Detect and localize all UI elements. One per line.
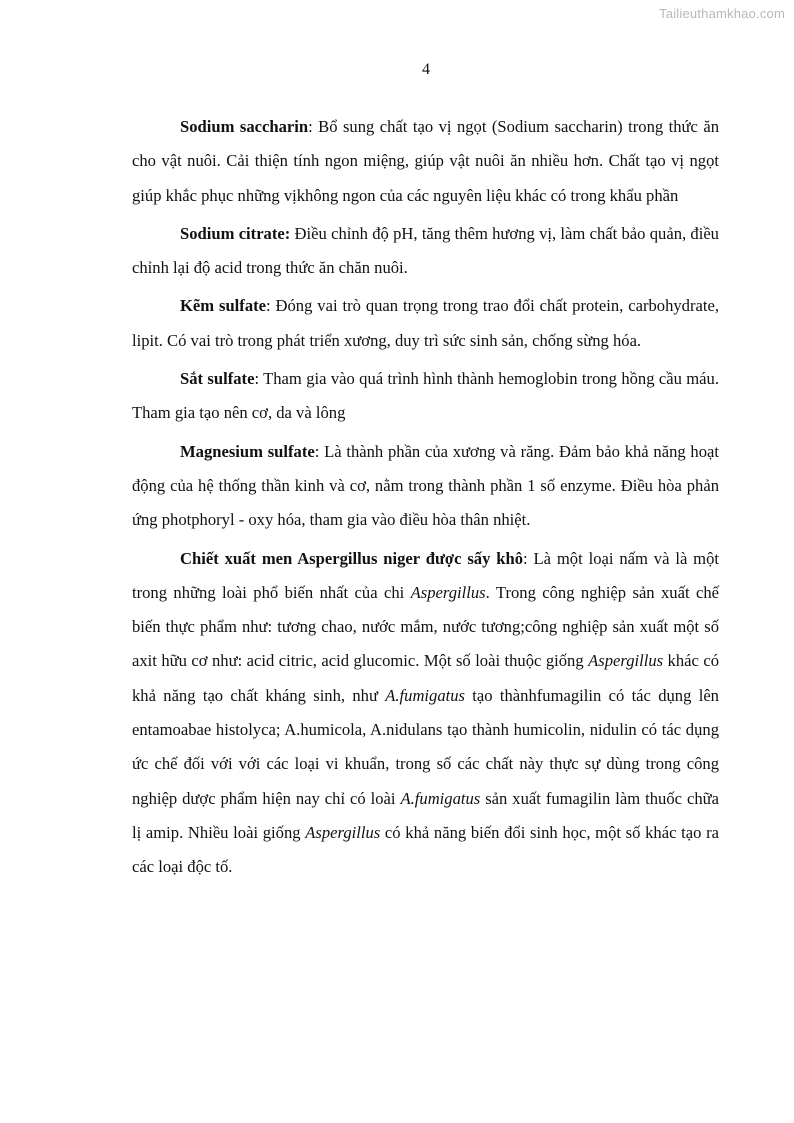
watermark: Tailieuthamkhao.com [659,6,785,21]
species-name: A.fumigatus [400,788,481,808]
species-name: Aspergillus [305,822,381,842]
term-heading: Sodium saccharin [180,117,309,136]
paragraph-text: tạo thànhfumagilin có tác dụng lên entamoabae histolyca; A.humicola, A.nidulans tạo thành humicolin, nidulin có tác dụng ức chế đối với với các loại vi khuẩn, trong số các chất này thực sự dùng trong công nghiệp dược phẩm hiện nay chỉ có loài [132,685,719,808]
paragraph-sodium-saccharin [132,110,719,213]
term-heading: Chiết xuất men Aspergillus niger được sấy khô [180,548,524,568]
term-heading: Sodium citrate: [180,223,291,243]
paragraph-text: có khả năng biến đổi sinh học, một số khác tạo ra các loại độc tố. [132,822,719,877]
paragraph-magnesium-sulfate [132,435,719,538]
paragraph-text: khác có khả năng tạo chất kháng sinh, như [132,651,719,705]
paragraph-text: : Là thành phần của xương và răng. Đảm bảo khả năng hoạt động của hệ thống thần kinh và cơ, nằm trong thành phần 1 số enzyme. Điều hòa phản ứng photphoryl - oxy hóa, tham gia vào điều hòa thân nhiệt. [132,441,719,530]
species-name: Aspergillus [410,582,486,602]
page-number: 4 [422,61,430,78]
term-heading: Sắt sulfate [180,369,255,389]
paragraph-text: Điều chỉnh độ pH, tăng thêm hương vị, làm chất bảo quản, điều chỉnh lại độ acid trong thức ăn chăn nuôi. [132,223,719,278]
paragraph-text: : Bổ sung chất tạo vị ngọt (Sodium saccharin) trong thức ăn cho vật nuôi. Cải thiện tính ngon miệng, giúp vật nuôi ăn nhiều hơn. Chất tạo vị ngọt giúp khắc phục những vịkhông ngon của các nguyên liệu khác có trong khẩu phần [132,117,719,205]
paragraph-text: : Đóng vai trò quan trọng trong trao đổi chất protein, carbohydrate, lipit. Có vai trò trong phát triển xương, duy trì sức sinh sản, chống sừng hóa. [132,296,719,350]
paragraph-text: : Là một loại nấm và là một trong những loài phổ biến nhất của chi [132,548,719,602]
paragraph-text: sản xuất fumagilin làm thuốc chữa lị amip. Nhiều loài giống [132,788,719,842]
paragraph-zinc-sulfate [132,289,719,358]
paragraph-iron-sulfate [132,362,719,431]
document-body [132,110,719,889]
term-heading: Magnesium sulfate [180,441,315,461]
term-heading: Kẽm sulfate [180,296,267,316]
paragraph-sodium-citrate [132,217,719,286]
paragraph-text: . Trong công nghiệp sản xuất chế biến thực phẩm như: tương chao, nước mắm, nước tương;công nghiệp sản xuất một số axit hữu cơ như: acid citric, acid glucomic. Một số loài thuộc giống [132,582,720,671]
paragraph-text: : Tham gia vào quá trình hình thành hemoglobin trong hồng cầu máu. Tham gia tạo nên cơ, da và lông [132,369,719,423]
species-name: Aspergillus [588,651,664,671]
paragraph-aspergillus-extract [132,542,719,885]
species-name: A.fumigatus [385,685,465,705]
